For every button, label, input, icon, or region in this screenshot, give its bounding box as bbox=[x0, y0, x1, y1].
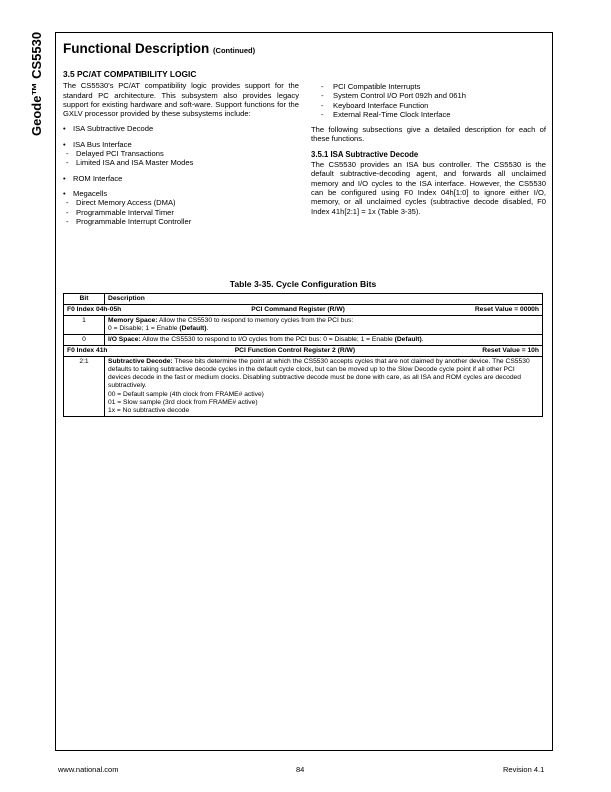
sub-list-item bbox=[65, 217, 299, 226]
option-item: 00 = Default sample (4th clock from FRAME# active) bbox=[108, 391, 264, 398]
option-list bbox=[108, 391, 539, 415]
dash-icon: - bbox=[321, 100, 324, 110]
row-bit: 2:1 bbox=[64, 357, 105, 417]
bullet-label: ROM Interface bbox=[73, 173, 123, 183]
sub-list-item bbox=[311, 91, 546, 100]
list-item bbox=[63, 124, 299, 133]
register-name: PCI Function Control Register 2 (R/W) bbox=[234, 347, 356, 354]
subsection-text: The CS5530 provides an ISA bus controller. The CS5530 is the default subtractive-decoding agent, and forwards all unclaimed memory and I/O cycles to the ISA interface. However, the CS5530 can be configured using F0 Index 04h[1:0] to ignore either I/O, memory, or all unclaimed cycles (subtractive decode disabled, F0 Index 41h[2:1] = 1x (Table 3-35). bbox=[311, 160, 546, 216]
table-row bbox=[64, 357, 543, 417]
field-end: . bbox=[206, 325, 209, 332]
default-tag: (Default) bbox=[394, 336, 422, 343]
field-name: Subtractive Decode: bbox=[108, 358, 173, 365]
row-bit: 0 bbox=[64, 335, 105, 346]
sub-list-item bbox=[311, 101, 546, 110]
sub-label: Delayed PCI Transactions bbox=[76, 149, 164, 159]
row-description bbox=[105, 357, 543, 417]
bullet-icon: • bbox=[63, 139, 66, 149]
register-row bbox=[64, 305, 543, 316]
subsection-heading: 3.5.1 ISA Subtractive Decode bbox=[311, 149, 419, 159]
sub-list-item bbox=[65, 198, 299, 207]
row-description bbox=[105, 335, 543, 346]
field-end: . bbox=[421, 336, 424, 343]
table-header-row bbox=[64, 294, 543, 305]
bullet-icon: • bbox=[63, 173, 66, 183]
side-title bbox=[27, 31, 49, 238]
bullet-icon: • bbox=[63, 188, 66, 198]
table-row bbox=[64, 335, 543, 346]
dash-icon: - bbox=[321, 109, 324, 119]
register-reset: Reset Value = 10h bbox=[482, 347, 539, 354]
section-heading: 3.5 PC/AT COMPATIBILITY LOGIC bbox=[63, 69, 197, 79]
default-tag: (Default) bbox=[179, 325, 207, 332]
bullet-label: Megacells bbox=[73, 188, 108, 198]
table-title: Table 3-35. Cycle Configuration Bits bbox=[229, 279, 377, 289]
footer-revision: Revision 4.1 bbox=[503, 765, 545, 774]
page-header bbox=[63, 41, 255, 56]
bullet-label: ISA Bus Interface bbox=[73, 139, 132, 149]
bullet-list bbox=[63, 124, 299, 226]
dash-icon: - bbox=[66, 158, 69, 168]
sub-label: External Real-Time Clock Interface bbox=[333, 109, 451, 119]
list-item bbox=[63, 174, 299, 183]
dash-icon: - bbox=[66, 198, 69, 208]
header-continued: (Continued) bbox=[213, 46, 256, 55]
bullet-icon: • bbox=[63, 124, 66, 134]
sub-label: System Control I/O Port 092h and 061h bbox=[333, 91, 466, 101]
field-text: Allow the CS5530 to respond to I/O cycles from the PCI bus: 0 = Disable; 1 = Enable bbox=[140, 336, 395, 343]
dash-icon: - bbox=[66, 149, 69, 159]
list-item bbox=[63, 189, 299, 226]
footer-url: www.national.com bbox=[58, 765, 119, 774]
col-description: Description bbox=[105, 294, 543, 305]
dash-icon: - bbox=[66, 207, 69, 217]
field-name: Memory Space: bbox=[108, 317, 158, 324]
section-intro: The CS5530's PC/AT compatibility logic provides support for the standard PC architecture. This subsystem also provides legacy support for existing hardware and soft-ware. Support functions for the GXLV processor provided by these subsystems include: bbox=[63, 81, 299, 119]
list-item bbox=[63, 140, 299, 168]
right-column bbox=[311, 82, 546, 216]
left-column bbox=[63, 70, 299, 226]
sub-list-item bbox=[311, 82, 546, 91]
sub-label: Direct Memory Access (DMA) bbox=[76, 198, 176, 208]
dash-icon: - bbox=[321, 91, 324, 101]
row-description bbox=[105, 316, 543, 335]
option-item: 01 = Slow sample (3rd clock from FRAME# active) bbox=[108, 399, 258, 406]
sub-label: Keyboard Interface Function bbox=[333, 100, 429, 110]
cycle-config-table bbox=[63, 293, 543, 417]
field-text: Allow the CS5530 to respond to memory cycles from the PCI bus: bbox=[157, 317, 354, 324]
table-row bbox=[64, 316, 543, 335]
side-title-text: Geode™ CS5530 bbox=[29, 31, 44, 136]
register-name: PCI Command Register (R/W) bbox=[251, 306, 345, 313]
sub-list-item bbox=[65, 149, 299, 158]
following-text: The following subsections give a detailed description for each of these functions. bbox=[311, 125, 546, 144]
dash-icon: - bbox=[66, 216, 69, 226]
sub-label: Programmable Interrupt Controller bbox=[76, 216, 192, 226]
register-index: F0 Index 41h bbox=[67, 347, 108, 354]
row-bit: 1 bbox=[64, 316, 105, 335]
right-sub-list bbox=[311, 82, 546, 119]
register-index: F0 Index 04h-05h bbox=[67, 306, 122, 313]
col-bit: Bit bbox=[64, 294, 105, 305]
sub-label: Programmable Interval Timer bbox=[76, 207, 174, 217]
dash-icon: - bbox=[321, 82, 324, 91]
page-number: 84 bbox=[296, 765, 305, 774]
register-row bbox=[64, 346, 543, 357]
bullet-label: ISA Subtractive Decode bbox=[73, 124, 154, 134]
register-reset: Reset Value = 0000h bbox=[474, 306, 539, 313]
field-values: 0 = Disable; 1 = Enable bbox=[108, 325, 180, 332]
option-item: 1x = No subtractive decode bbox=[108, 407, 190, 414]
sub-list-item bbox=[65, 208, 299, 217]
field-name: I/O Space: bbox=[108, 336, 141, 343]
sub-label: Limited ISA and ISA Master Modes bbox=[76, 158, 194, 168]
sub-label: PCI Compatible Interrupts bbox=[333, 82, 421, 91]
header-title: Functional Description bbox=[63, 41, 210, 56]
sub-list-item bbox=[65, 158, 299, 167]
field-text: These bits determine the point at which the CS5530 accepts cycles that are not claimed by another device. The CS5530 defaults to taking subtractive decode cycles in the default cycle clock, but can be moved up to the Slow Decode cycle point if all other PCI devices decode in the fast or medium clocks. Disabling subtractive decode must be done with care, as all ISA and ROM cycles are decoded subtractively. bbox=[108, 358, 530, 389]
sub-list-item bbox=[311, 110, 546, 119]
